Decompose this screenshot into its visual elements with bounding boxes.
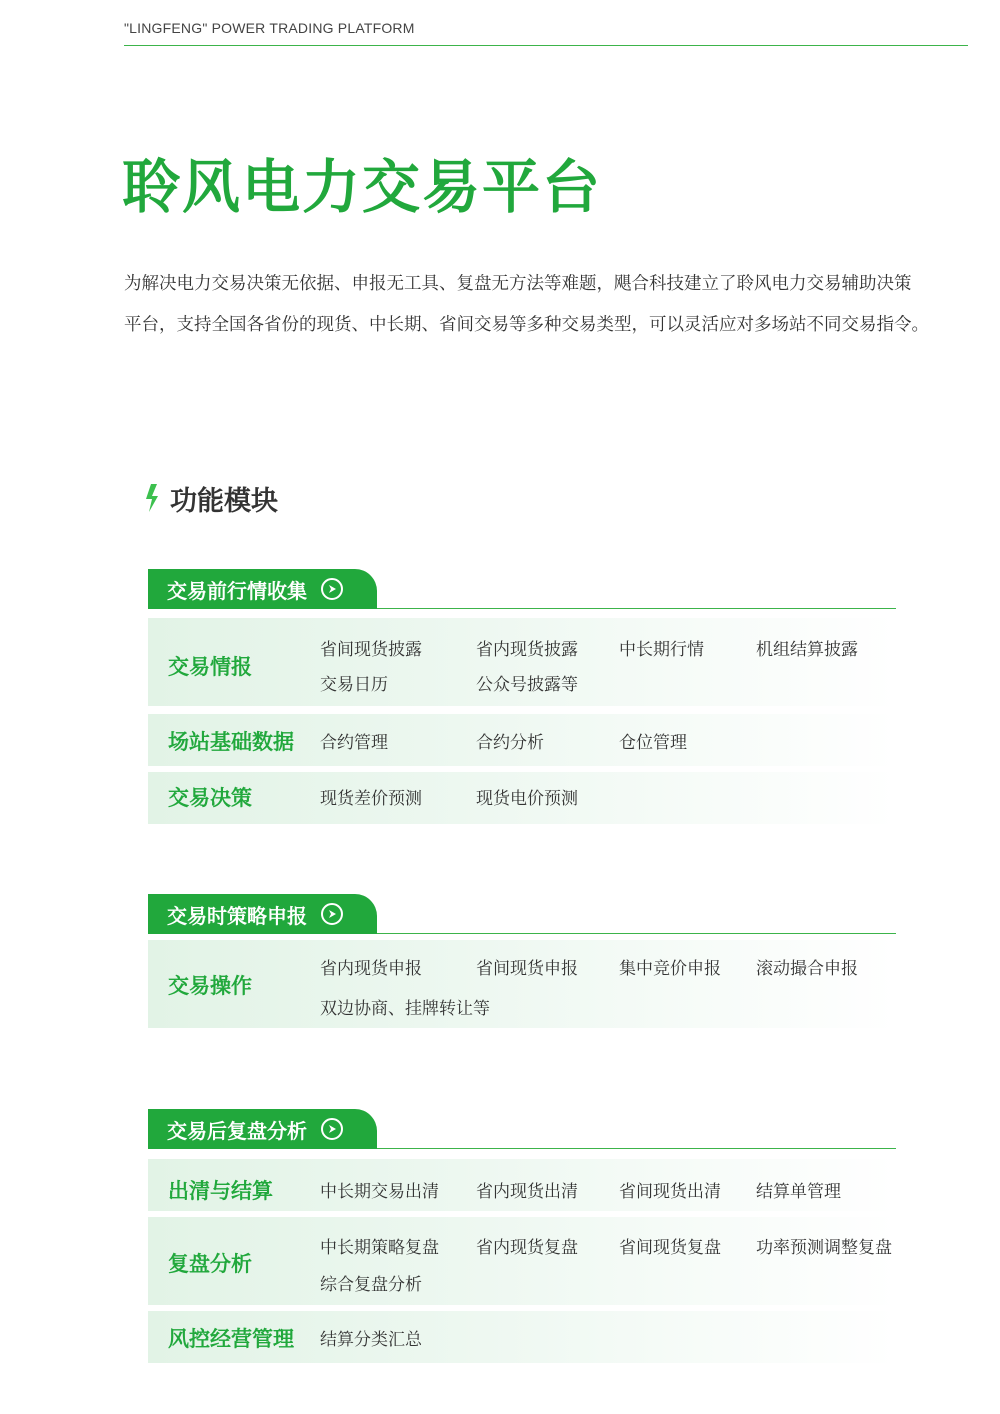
module-item[interactable]: 省内现货出清 [476,1182,578,1202]
module-item[interactable]: 机组结算披露 [756,640,858,660]
play-arrow-icon [321,578,343,600]
section-title: 交易后复盘分析 [167,1118,307,1143]
lightning-icon [144,484,164,512]
intro-line-1: 为解决电力交易决策无依据、申报无工具、复盘无方法等难题，飓合科技建立了聆风电力交易辅助决策 [124,274,912,294]
section-in-trade [148,894,896,1030]
module-item[interactable]: 省间现货申报 [476,959,578,979]
row-title: 交易决策 [168,786,252,810]
module-item[interactable]: 集中竞价申报 [619,959,721,979]
section-tab-post-trade[interactable] [148,1109,377,1149]
module-item[interactable]: 结算分类汇总 [320,1330,422,1350]
module-item[interactable]: 双边协商、挂牌转让等 [320,999,490,1019]
row-title: 交易操作 [168,974,252,998]
module-item[interactable]: 合约分析 [476,733,544,753]
module-row-trading-ops [148,940,896,1028]
module-item[interactable]: 中长期行情 [619,640,704,660]
intro-line-2: 平台，支持全国各省份的现货、中长期、省间交易等多种交易类型，可以灵活应对多场站不同交易指令。 [124,315,929,335]
module-item[interactable]: 综合复盘分析 [320,1275,422,1295]
intro-paragraph [124,264,954,346]
row-title: 出清与结算 [168,1179,273,1203]
module-item[interactable]: 结算单管理 [756,1182,841,1202]
module-item[interactable]: 功率预测调整复盘 [756,1238,892,1258]
module-item[interactable]: 现货电价预测 [476,789,578,809]
row-title: 风控经营管理 [168,1327,294,1351]
modules-heading [144,478,278,518]
header-divider [124,45,968,46]
module-row-trading-intel [148,618,896,706]
module-item[interactable]: 中长期交易出清 [320,1182,439,1202]
row-title: 复盘分析 [168,1252,252,1276]
play-arrow-icon [321,1118,343,1140]
module-item[interactable]: 省间现货复盘 [619,1238,721,1258]
section-post-trade [148,1109,896,1365]
module-item[interactable]: 仓位管理 [619,733,687,753]
module-row-clearing [148,1159,896,1211]
header-label: "LINGFENG" POWER TRADING PLATFORM [124,20,415,36]
section-divider [377,933,896,934]
module-item[interactable]: 合约管理 [320,733,388,753]
module-item[interactable]: 现货差价预测 [320,789,422,809]
module-item[interactable]: 省间现货披露 [320,640,422,660]
module-item[interactable]: 省内现货申报 [320,959,422,979]
row-title: 场站基础数据 [168,730,294,754]
page-title: 聆风电力交易平台 [122,153,603,221]
module-item[interactable]: 交易日历 [320,675,388,695]
module-item[interactable]: 省内现货披露 [476,640,578,660]
module-item[interactable]: 省间现货出清 [619,1182,721,1202]
play-arrow-icon [321,903,343,925]
module-row-station-data [148,714,896,766]
section-tab-pre-trade[interactable] [148,569,377,609]
row-title: 交易情报 [168,655,252,679]
section-pre-trade [148,569,896,825]
module-row-trading-decision [148,772,896,824]
module-item[interactable]: 中长期策略复盘 [320,1238,439,1258]
module-item[interactable]: 公众号披露等 [476,675,578,695]
section-title: 交易前行情收集 [167,578,307,603]
section-title: 交易时策略申报 [167,903,307,928]
module-row-review [148,1217,896,1305]
section-tab-in-trade[interactable] [148,894,377,934]
section-divider [377,608,896,609]
module-row-risk-control [148,1311,896,1363]
module-item[interactable]: 滚动撮合申报 [756,959,858,979]
module-item[interactable]: 省内现货复盘 [476,1238,578,1258]
modules-heading-label: 功能模块 [170,485,278,517]
section-divider [377,1148,896,1149]
